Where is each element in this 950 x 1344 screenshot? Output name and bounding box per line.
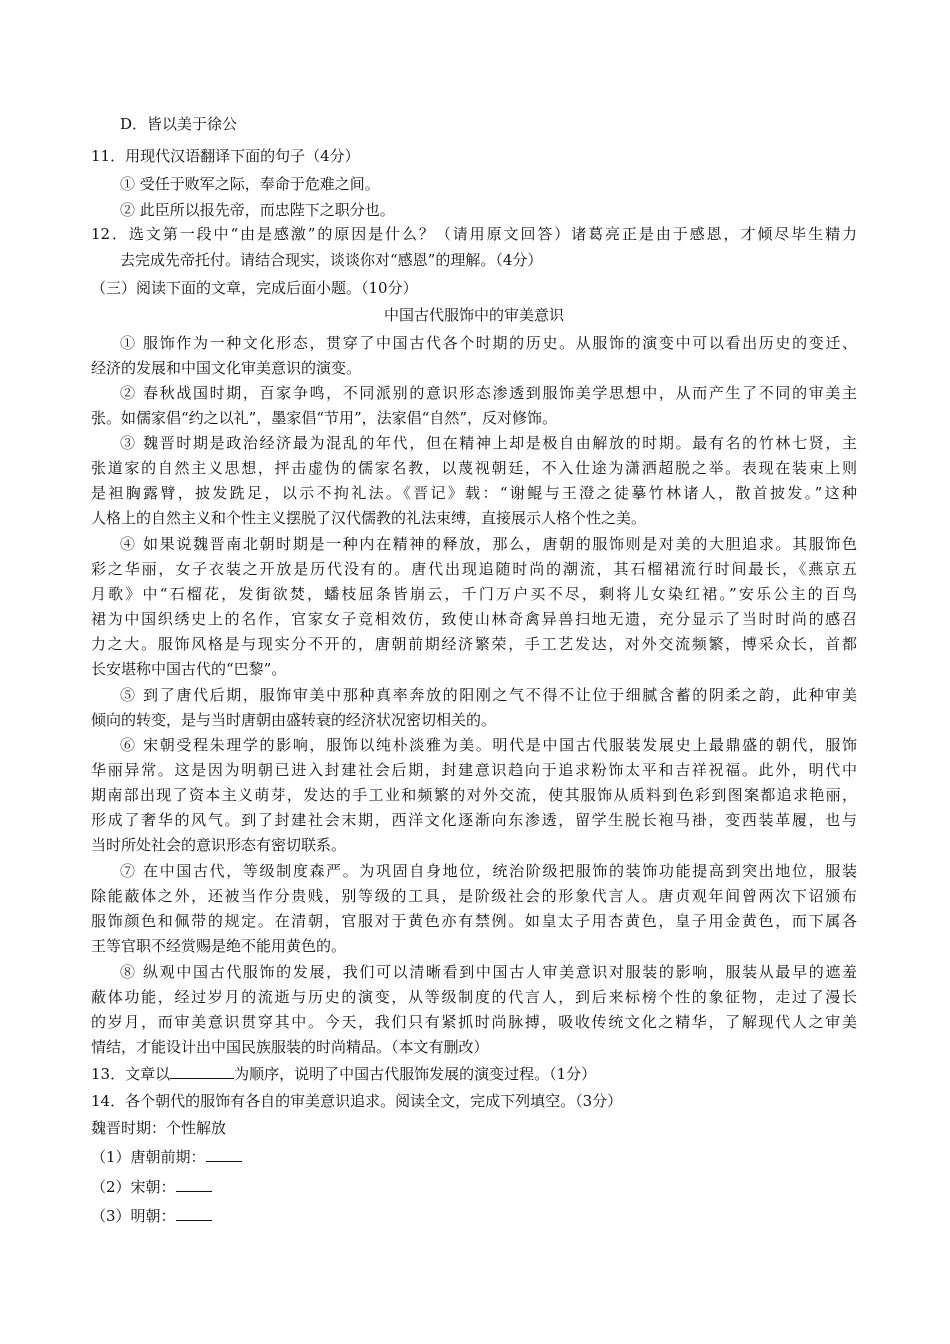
article-title: 中国古代服饰中的审美意识 <box>383 306 564 324</box>
article-paragraph-3-line: ③ 魏晋时期是政治经济最为混乱的年代，但在精神上却是极自由解放的时期。最有名的竹林七贤，主 <box>120 434 857 452</box>
question-14-item-3-blank[interactable] <box>176 1206 212 1221</box>
article-paragraph-7-line: 服饰颜色和佩带的规定。在清朝，官服对于黄色亦有禁例。如皇太子用杏黄色，皇子用金黄色，而下属各 <box>91 912 857 930</box>
question-14-item-3-label: （3）明朝： <box>91 1207 176 1225</box>
article-paragraph-6-line: 华丽异常。这是因为明朝已进入封建社会后期，封建意识趋向于追求粉饰太平和吉祥祝福。此外，明代中 <box>91 761 857 779</box>
question-11-stem: 11．用现代汉语翻译下面的句子（4分） <box>91 147 360 165</box>
section-3-heading: （三）阅读下面的文章，完成后面小题。（10分） <box>91 279 418 297</box>
question-14-stem: 14．各个朝代的服饰有各自的审美意识追求。阅读全文，完成下列填空。（3分） <box>91 1092 623 1110</box>
article-paragraph-8-line: 蔽体功能，经过岁月的流逝与历史的演变，从等级制度的代言人，到后来标榜个性的象征物，走过了漫长 <box>91 988 857 1006</box>
question-12-line-2: 去完成先帝托付。请结合现实，谈谈你对“感恩”的理解。（4分） <box>120 251 543 269</box>
article-paragraph-4-line: 长安堪称中国古代的“巴黎”。 <box>91 660 287 678</box>
article-paragraph-5-line: 倾向的转变，是与当时唐朝由盛转衰的经济状况密切相关的。 <box>91 711 497 729</box>
article-paragraph-8-line: 的岁月，而审美意识贯穿其中。今天，我们只有紧抓时尚脉搏，吸收传统文化之精华，了解现代人之审美 <box>91 1013 857 1031</box>
question-12-line-1: 12．选文第一段中“由是感激”的原因是什么？（请用原文回答）诸葛亮正是由于感恩，才倾尽毕生精力 <box>91 225 857 243</box>
article-paragraph-1-line: 经济的发展和中国文化审美意识的演变。 <box>91 359 362 377</box>
article-paragraph-4-line: ④ 如果说魏晋南北朝时期是一种内在精神的释放，那么，唐朝的服饰则是对美的大胆追求。其服饰色 <box>120 535 857 553</box>
article-paragraph-6-line: ⑥ 宋朝受程朱理学的影响，服饰以纯朴淡雅为美。明代是中国古代服装发展史上最鼎盛的朝代，服饰 <box>120 736 857 754</box>
question-14-item-2 <box>91 1177 212 1197</box>
article-paragraph-7-line: 王等官职不经赏赐是绝不能用黄色的。 <box>91 937 347 955</box>
article-paragraph-4-line: 裙为中国织绣史上的名作，官家女子竞相效仿，致使山林奇禽异兽扫地无遗，充分显示了当时时尚的感召 <box>91 610 857 628</box>
article-paragraph-6-line: 期南部出现了资本主义萌芽，发达的手工业和频繁的对外交流，使其服饰从质料到色彩到图案都追求艳丽， <box>91 786 857 804</box>
question-13-answer-blank[interactable] <box>170 1064 234 1079</box>
article-paragraph-6-line: 当时所处社会的意识形态有密切联系。 <box>91 836 347 854</box>
article-paragraph-7-line: ⑦ 在中国古代，等级制度森严。为巩固自身地位，统治阶级把服饰的装饰功能提高到突出地位，服装 <box>120 862 857 880</box>
article-paragraph-4-line: 力之大。服饰风格是与现实分不开的，唐朝前期经济繁荣，手工艺发达，对外交流频繁，博采众长，首都 <box>91 635 857 653</box>
question-11-sentence-1: ① 受任于败军之际，奉命于危难之间。 <box>120 175 380 193</box>
article-paragraph-5-line: ⑤ 到了唐代后期，服饰审美中那种真率奔放的阳刚之气不得不让位于细腻含蓄的阴柔之韵，此种审美 <box>120 686 857 704</box>
article-paragraph-6-line: 形成了奢华的风气。到了封建社会末期，西洋文化逐渐向东渗透，留学生脱长袍马褂，变西装革履，也与 <box>91 811 857 829</box>
question-14-item-1 <box>91 1147 242 1167</box>
article-paragraph-2-line: ② 春秋战国时期，百家争鸣，不同派别的意识形态渗透到服饰美学思想中，从而产生了不同的审美主 <box>120 384 857 402</box>
question-14-example: 魏晋时期：个性解放 <box>91 1119 227 1137</box>
question-13-after-blank: 为顺序，说明了中国古代服饰发展的演变过程。（1分） <box>234 1065 597 1083</box>
question-14-item-3 <box>91 1206 212 1226</box>
article-paragraph-4-line: 彩之华丽，女子衣装之开放是历代没有的。唐代出现追随时尚的潮流，其石榴裙流行时间最长，《燕京五 <box>91 560 857 578</box>
article-paragraph-8-line: ⑧ 纵观中国古代服饰的发展，我们可以清晰看到中国古人审美意识对服装的影响，服装从最早的遮羞 <box>120 963 857 981</box>
article-paragraph-3-line: 张道家的自然主义思想，抨击虚伪的儒家名教，以蔑视朝廷，不入仕途为潇洒超脱之举。表现在装束上则 <box>91 459 857 477</box>
question-14-item-2-label: （2）宋朝： <box>91 1178 176 1196</box>
question-13 <box>91 1064 596 1084</box>
article-paragraph-3-line: 是袒胸露臂，披发跣足，以示不拘礼法。《晋记》载：“谢鲲与王澄之徒摹竹林诸人，散首披发。”这种 <box>91 484 857 502</box>
question-14-item-1-blank[interactable] <box>206 1147 242 1162</box>
article-paragraph-1-line: ① 服饰作为一种文化形态，贯穿了中国古代各个时期的历史。从服饰的演变中可以看出历史的变迁、 <box>120 334 857 352</box>
article-paragraph-4-line: 月歌》中“石榴花，发街欲焚，蟠枝屈条皆崩云，千门万户买不尽，剩将儿女染红裙。”安乐公主的百鸟 <box>91 585 857 603</box>
question-11-sentence-2: ② 此臣所以报先帝，而忠陛下之职分也。 <box>120 201 395 219</box>
article-paragraph-8-line: 情结，才能设计出中国民族服装的时尚精品。（本文有删改） <box>91 1038 489 1056</box>
article-paragraph-7-line: 除能蔽体之外，还被当作分贵贱，别等级的工具，是阶级社会的形象代言人。唐贞观年间曾两次下诏颁布 <box>91 887 857 905</box>
option-d: D．皆以美于徐公 <box>120 115 238 133</box>
question-13-before-blank: 13．文章以 <box>91 1065 171 1083</box>
question-14-item-1-label: （1）唐朝前期： <box>91 1148 206 1166</box>
article-paragraph-3-line: 人格上的自然主义和个性主义摆脱了汉代儒教的礼法束缚，直接展示人格个性之美。 <box>91 509 647 527</box>
article-paragraph-2-line: 张。如儒家倡“约之以礼”，墨家倡“节用”，法家倡“自然”，反对修饰。 <box>91 409 558 427</box>
question-14-item-2-blank[interactable] <box>176 1177 212 1192</box>
